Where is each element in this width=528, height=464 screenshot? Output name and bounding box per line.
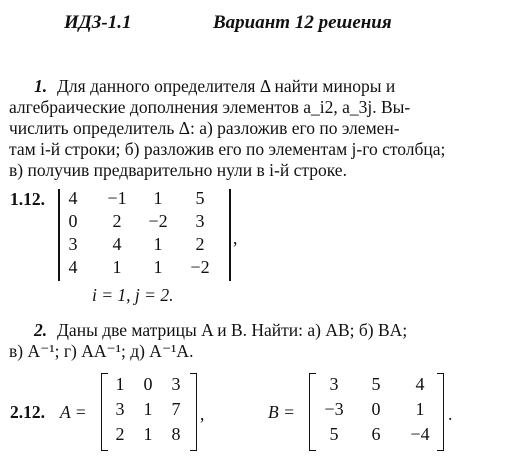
ex112-label: 1.12. [10, 189, 45, 209]
determinant-cell: 4 [68, 188, 78, 208]
matrix-b-cell: −4 [410, 424, 430, 444]
determinant-cell: 1 [153, 234, 163, 254]
matrix-b-cell: 4 [415, 374, 425, 394]
determinant-cell: 1 [112, 257, 122, 277]
matrix-b-cell: 3 [329, 374, 339, 394]
task1-number: 1. [34, 76, 48, 96]
determinant-cell: 4 [68, 257, 78, 277]
matrix-a-cell: 0 [143, 374, 153, 394]
matrix-a-cell: 2 [115, 424, 125, 444]
task1-line-2: алгебраические дополнения элементов a_i2, a_3j. Вы- [9, 97, 411, 117]
matrix-a-cell: 7 [171, 399, 181, 419]
matrix-b-cell: 5 [371, 374, 381, 394]
determinant-cell: 5 [195, 188, 205, 208]
matrix-a-name: A = [60, 402, 87, 422]
matrix-b-right-bracket [437, 373, 444, 451]
ex212-label: 2.12. [10, 402, 45, 422]
task1-line-3: числить определитель Δ: а) разложив его по элемен- [9, 118, 400, 138]
matrix-a-cell: 1 [143, 424, 153, 444]
matrix-b-cell: −3 [324, 399, 344, 419]
determinant-cell: 2 [112, 211, 122, 231]
determinant-cell: 2 [195, 234, 205, 254]
header-right: Вариант 12 решения [213, 12, 392, 33]
determinant-cell: −1 [107, 188, 127, 208]
determinant-cell: 4 [112, 234, 122, 254]
matrix-b-period: . [448, 404, 453, 424]
header-left: ИДЗ-1.1 [64, 12, 132, 33]
matrix-a-cell: 1 [143, 399, 153, 419]
matrix-a-cell: 1 [115, 374, 125, 394]
matrix-b-cell: 1 [415, 399, 425, 419]
determinant-cell: 3 [195, 211, 205, 231]
ex112-comma: , [233, 228, 238, 248]
matrix-b-cell: 6 [371, 424, 381, 444]
matrix-b-name: B = [268, 402, 295, 422]
matrix-a-cell: 8 [171, 424, 181, 444]
determinant-cell: −2 [148, 211, 168, 231]
matrix-a-comma: , [200, 404, 205, 424]
task1-line-4: там i-й строки; б) разложив его по элементам j-го столбца; [9, 139, 446, 159]
determinant-cell: 0 [68, 211, 78, 231]
task2-line-1: Даны две матрицы A и B. Найти: а) AB; б) BA; [57, 320, 408, 340]
determinant-cell: 1 [153, 188, 163, 208]
determinant-cell: 3 [68, 234, 78, 254]
matrix-a-cell: 3 [115, 399, 125, 419]
matrix-a-right-bracket [190, 373, 197, 451]
matrix-a-cell: 3 [171, 374, 181, 394]
matrix-b-cell: 0 [371, 399, 381, 419]
task1-line-1: Для данного определителя Δ найти миноры и [57, 76, 396, 96]
ex112-condition: i = 1, j = 2. [92, 285, 174, 305]
matrix-b-left-bracket [309, 373, 316, 451]
determinant-cell: −2 [190, 257, 210, 277]
determinant-cell: 1 [153, 257, 163, 277]
task2-line-2: в) A⁻¹; г) AA⁻¹; д) A⁻¹A. [9, 341, 194, 361]
task2-number: 2. [34, 320, 48, 340]
det-right-bar [229, 189, 231, 281]
task1-line-5: в) получив предварительно нули в i-й строке. [9, 160, 347, 180]
matrix-b-cell: 5 [329, 424, 339, 444]
